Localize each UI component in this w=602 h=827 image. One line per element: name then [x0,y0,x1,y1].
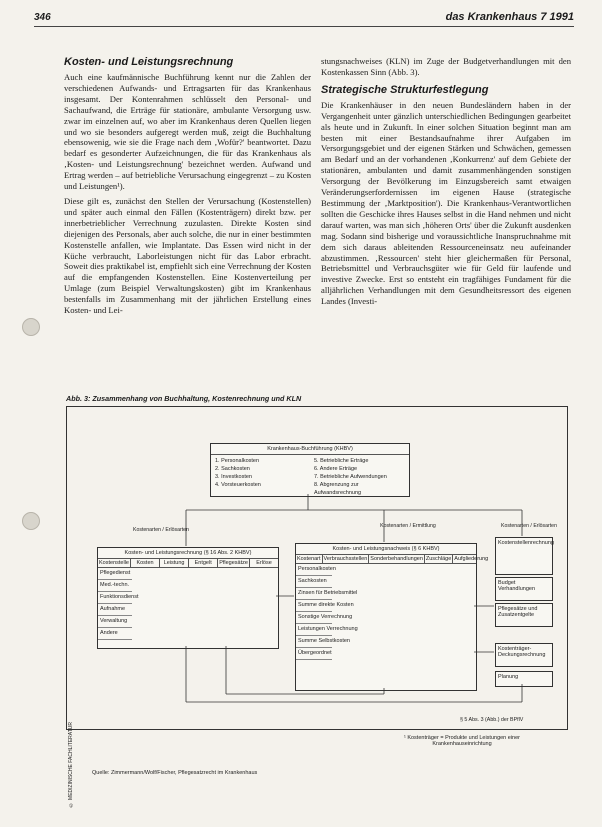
journal-title: das Krankenhaus 7 1991 [445,11,574,23]
list-item: 1. Personalkosten [215,458,260,464]
right-column [321,56,571,384]
list-item: 2. Sachkosten [215,466,250,472]
column-header: Leistung [160,559,189,567]
right-box-label: Planung [498,674,519,680]
cost-type-label: Kostenarten / Ermittlung [380,523,436,529]
table-row: Andere [98,628,132,640]
column-header: Kostenstelle [99,560,129,566]
table-row: Verwaltung [98,616,132,628]
table-row: Personalkosten [296,564,332,576]
paragraph: Auch eine kaufmännische Buchführung kennt nur die Zahlen der verschiedenen Aufwands- und Ertragsarten für das Krankenhaus insgesamt. Der Kontenrahmen schlüsselt den Personal- und Sachaufwand, die Erträge für stationäre, ambulante Versorgung usw. zwar im einzelnen auf, wo aber im Krankenhaus deren Quellen liegen und wo sie besonders aufgeregt werden muß, zeigt die Buchhaltung ebensowenig, wie sie die Frage nach dem ‚Wofür?' beantwortet. Dazu bedarf es gesonderter Aufzeichnungen, die für das Krankenhaus als ‚Kosten- und Leistungsrechnung' bezeichnet werden. Aufwand und Ertrag werden – auf betriebliche Verursachung eingegrenzt – zu Kosten und Leistungen¹). [64,72,311,192]
list-item: 6. Andere Erträge [314,466,358,472]
header-rule [34,26,574,27]
list-item: 7. Betriebliche Aufwendungen [314,474,387,480]
list-item: 3. Investkosten [215,474,252,480]
table-row: Zinsen für Betriebsmittel [296,588,332,600]
paragraph: Diese gilt es, zunächst den Stellen der Verursachung (Kostenstellen) und später auch einmal den Fällen (Kostenträgern) direkt bzw. per innerbetrieblicher Verrechnung zuzulasten. Direkte Kosten sind diejenigen des Personals, aber auch solche, die nur in einer bestimmten Kostenstelle anfallen, wie Implantate. Das Essen wird nicht in der Küche verbraucht, Laborleistungen nicht für das Labor erbracht. Soweit dies praktikabel ist, empfiehlt sich eine Verrechnung der Kosten auf die empfangenden Kostenstellen. Eine Kostenverteilung per Umlage (zum Beispiel Verwaltungskosten) gibt im Krankenhaus bestenfalls im Zusammenhang mit der jährlichen Erstellung eines Kosten- und Lei- [64,195,311,316]
column-header: Sonderbehandlungen [370,556,423,562]
table-row: Summe direkte Kosten [296,600,332,612]
table-row: Aufnahme [98,604,132,616]
punch-hole [22,318,40,336]
list-item: 4. Vorsteuerkosten [215,482,261,488]
figure-caption: Abb. 3: Zusammenhang von Buchhaltung, Kostenrechnung und KLN [66,394,302,403]
right-box-label: Pflegesätze und Zusatzentgelte [498,606,538,618]
table-row: Übergeordnet [296,648,332,660]
column-header: Pflegesätze [219,560,248,566]
cost-type-label: Kostenarten / Erlösarten [501,523,557,529]
table-row: Sonstige Verrechnung [296,612,332,624]
column-header: Kosten [131,559,160,567]
table-row: Summe Selbstkosten [296,636,332,648]
list-item: 8. Abgrenzung zur Aufwandsrechnung [314,482,362,496]
list-item: 5. Betriebliche Erträge [314,458,369,464]
table-row: Sachkosten [296,576,332,588]
table-row: Med.-techn. [98,580,132,592]
paragraph: Die Krankenhäuser in den neuen Bundesländern haben in der Vergangenheit unter gänzlich unterschiedlichen Bedingungen gearbeitet als heute und in Zukunft. In einer solchen Situation beginnt man am besten mit einer Bestandsaufnahme ihrer Aufgaben im Versorgungsgebiet und der eigenen Stärken und Schwächen, gemessen am Bedarf und an der vorhandenen ‚Konkurrenz' auf dem Gebiete der stationären, ambulanten und damit zusammenhängenden sonstigen Versorgung der Bevölkerung im Einzugsbereich samt etwaigen Veränderungserfordernissen im eigenen Hause (strategische Bestimmung der ‚Marktposition'). Die Krankenhaus-Verantwortlichen sollten die Geschicke ihres Hauses selbst in die Hand nehmen und nicht darauf warten, was man sich ‚höheren Orts' über die Zukunft ausdenken mag. Sodann sind bisherige und voraussichtliche Inanspruchnahme mit dem sich daraus ableitenden Ressourceneinsatz neu aufeinander abzustimmen. ‚Ressourcen' steht hier gleichermaßen für Personal, Betriebsmittel und Verbrauchsgüter wie für Geld für laufende und investive Zwecke. Erst so entsteht ein tragfähiges Fundament für die alljährlichen Verhandlungen mit dem Gesundheitsressort des eigenen Landes (Investi- [321,99,571,307]
column-header: Kostenart [297,556,321,562]
right-box-label: Budget Verhandlungen [498,580,536,592]
left-column [64,56,311,384]
column-header: Zuschläge [425,556,452,562]
bookkeeping-title: Krankenhaus-Buchführung (KHBV) [211,444,409,455]
column-header: Verbrauchsstellen [323,556,368,562]
paragraph: stungsnachweises (KLN) im Zuge der Budgetverhandlungen mit den Kostenkassen Sinn (Abb. 3). [321,56,571,77]
table-row: Leistungen Verrechnung [296,624,332,636]
side-code: © MEDIZINISCHE FACHLITERATUR [68,722,74,808]
legend: ¹ Kostenträger = Produkte und Leistungen einer Krankenhauseinrichtung [403,735,521,747]
column-header: Entgelt [189,559,218,567]
section-heading: Kosten- und Leistungsrechnung [64,56,234,68]
punch-hole [22,512,40,530]
right-box-label: Kostenträger-Deckungsrechnung [498,646,546,658]
section-heading: Strategische Strukturfestlegung [321,83,489,96]
column-header: Erlöse [256,560,272,566]
cost-type-label: Kostenarten / Erlösarten [133,527,189,533]
column-header: Aufgliederung [454,556,489,562]
page-number: 346 [34,12,51,23]
source-line: Quelle: Zimmermann/Wolf/Fischer, Pflegesatzrecht im Krankenhaus [92,770,258,776]
connector-lines [66,406,566,728]
table-row: Pflegedienst [98,568,132,580]
table-row: Funktionsdienst [98,592,132,604]
kln-title: Kosten- und Leistungsnachweis (§ 6 KHBV) [296,544,476,555]
cost-accounting-title: Kosten- und Leistungsrechnung (§ 16 Abs. 2 KHBV) [98,548,278,559]
source-note: § 5 Abs. 3 (Abb.) der BPflV [460,717,524,723]
right-box-label: Kostenstellenrechnung [498,540,554,546]
